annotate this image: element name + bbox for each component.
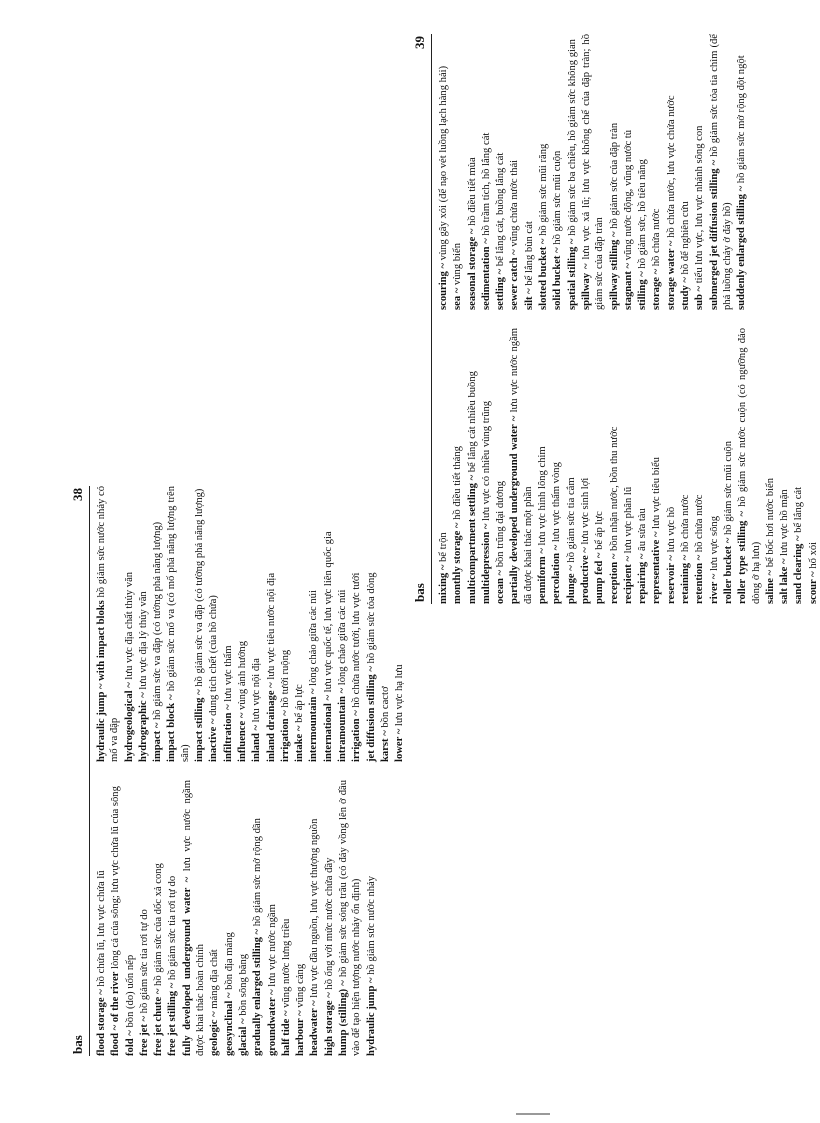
entry-definition: bể áp lực bbox=[594, 511, 606, 550]
entry-term: stilling ~ bbox=[637, 271, 649, 310]
entry-term: slotted bucket ~ bbox=[538, 238, 550, 310]
entry-term: penniform ~ bbox=[537, 548, 549, 604]
dictionary-entry bbox=[137, 486, 150, 762]
entry-term: flood storage ~ bbox=[96, 989, 107, 1056]
dictionary-entry bbox=[579, 328, 592, 604]
entry-definition: hồ chứa nước bbox=[680, 494, 692, 553]
dictionary-entry bbox=[536, 328, 549, 604]
entry-term: intramountain ~ bbox=[337, 687, 349, 762]
entry-term: mixing ~ bbox=[438, 564, 449, 604]
dictionary-entry bbox=[466, 34, 479, 310]
dictionary-entry bbox=[523, 34, 536, 310]
entry-term: harbour ~ bbox=[295, 1010, 307, 1056]
entry-term: spatial stilling ~ bbox=[566, 238, 578, 310]
entry-term: sedimentation ~ bbox=[480, 238, 492, 310]
dictionary-entry bbox=[279, 486, 292, 762]
entry-definition: bồn sông băng bbox=[237, 953, 249, 1016]
dictionary-entry bbox=[207, 486, 220, 762]
dictionary-entry bbox=[322, 486, 335, 762]
dictionary-entry bbox=[480, 34, 493, 310]
entry-term: representative ~ bbox=[651, 531, 663, 604]
entry-definition: vũng chứa nước thải bbox=[509, 159, 521, 247]
entry-definition: bể bốc hơi nước biển bbox=[764, 477, 776, 568]
entry-definition: hồ chứa nước tưới, lưu vực tưới bbox=[351, 572, 363, 708]
entry-term: study ~ bbox=[680, 277, 692, 310]
entry-definition: hồ giảm sức, hồ tiêu năng bbox=[637, 159, 649, 269]
entry-term: groundwater ~ bbox=[266, 989, 278, 1056]
dictionary-entry bbox=[466, 328, 479, 604]
entry-definition: hồ tưới ruộng bbox=[279, 649, 291, 708]
entry-definition: lưu vực có nhiều vùng trũng bbox=[480, 400, 492, 521]
entry-definition: lưu vực xả lũ; lưu vực không chế của đập tràn; hồ giảm sức của đập tràn bbox=[580, 34, 606, 310]
entry-definition: hồ điều tiết tháng bbox=[452, 446, 464, 520]
entry-term: reception ~ bbox=[608, 553, 620, 604]
entry-term: gradually enlarged stilling ~ bbox=[252, 928, 264, 1056]
scan-mark bbox=[516, 1113, 550, 1115]
entry-term: storage water ~ bbox=[665, 240, 677, 310]
entry-term: productive ~ bbox=[579, 547, 591, 604]
entry-term: sea ~ bbox=[452, 287, 464, 310]
dictionary-entry bbox=[508, 328, 535, 604]
entry-definition: hồ giảm sức mũi cuộn bbox=[552, 150, 564, 245]
dictionary-entry bbox=[138, 780, 151, 1056]
dictionary-entry bbox=[124, 780, 137, 1056]
dictionary-entry bbox=[565, 328, 578, 604]
dictionary-entry bbox=[293, 486, 306, 762]
entry-term: spillway stilling ~ bbox=[608, 231, 620, 310]
entry-term: inland ~ bbox=[251, 724, 263, 762]
entry-definition: hồ điều tiết mùa bbox=[466, 157, 478, 226]
entry-definition: hồ chứa nước bbox=[694, 494, 706, 553]
entry-term: partially developed underground water ~ bbox=[509, 415, 521, 604]
entry-definition: hồ giảm sức mũi cuộn bbox=[722, 441, 734, 536]
entry-term: lower ~ bbox=[394, 728, 406, 762]
dictionary-entry bbox=[379, 486, 392, 762]
dictionary-entry bbox=[636, 328, 649, 604]
dictionary-entry bbox=[764, 328, 777, 604]
dictionary-entry bbox=[480, 328, 493, 604]
entry-term: storage ~ bbox=[651, 268, 663, 310]
dictionary-entry bbox=[365, 486, 378, 762]
entry-term: river ~ bbox=[708, 573, 720, 604]
running-header bbox=[63, 486, 90, 1056]
dictionary-entry bbox=[152, 780, 165, 1056]
dictionary-entry bbox=[208, 780, 221, 1056]
header-word: bas bbox=[70, 1035, 85, 1054]
entry-term: solid bucket ~ bbox=[552, 247, 564, 310]
entry-definition: âu sửa tàu bbox=[637, 508, 649, 551]
column-left bbox=[95, 780, 403, 1056]
dictionary-entry bbox=[792, 328, 805, 604]
dictionary-entry bbox=[323, 780, 336, 1056]
entry-term: hydrographic ~ bbox=[137, 692, 149, 762]
dictionary-entry bbox=[537, 34, 550, 310]
entry-definition: máng địa chất bbox=[209, 949, 221, 1009]
entry-definition: lưu vực địa lý thủy văn bbox=[137, 591, 149, 690]
dictionary-entry bbox=[250, 486, 263, 762]
entry-definition: lưu vực nước ngầm đã được khai thác một phần bbox=[509, 327, 534, 604]
entry-definition: lưu vực sinh lợi bbox=[579, 477, 591, 545]
entry-definition: lưu vực phân lũ bbox=[622, 486, 634, 554]
entry-definition: hồ giảm sức mũi răng bbox=[538, 143, 550, 236]
entry-term: high storage ~ bbox=[323, 992, 335, 1056]
entry-definition: bể lắng cát, buồng lắng cát bbox=[495, 152, 507, 267]
entry-definition: lưu vực nội địa bbox=[251, 658, 263, 723]
entry-definition: vũng nước động, vũng nước tù bbox=[622, 129, 634, 261]
entry-term: headwater ~ bbox=[309, 1000, 321, 1056]
dictionary-entry bbox=[622, 34, 635, 310]
entry-term: sub ~ bbox=[694, 285, 706, 310]
entry-definition: lòng chảo giữa các núi bbox=[337, 589, 349, 686]
entry-definition: vùng gây xói (để nạo vét luồng lạch hàng hải) bbox=[438, 65, 449, 261]
entry-term: recipient ~ bbox=[622, 556, 634, 604]
dictionary-entry bbox=[551, 34, 564, 310]
dictionary-entry bbox=[95, 486, 122, 762]
dictionary-entry bbox=[266, 780, 279, 1056]
dictionary-entry bbox=[708, 328, 721, 604]
entry-term: half tide ~ bbox=[280, 1010, 292, 1056]
entry-term: irrigation ~ bbox=[351, 710, 363, 762]
dictionary-entry bbox=[109, 780, 122, 1056]
entry-term: saline ~ bbox=[764, 569, 776, 604]
entry-definition: lưu vực thấm vòng bbox=[551, 462, 563, 543]
entry-term: silt ~ bbox=[523, 288, 535, 310]
entry-definition: hồ để nghiên cứu bbox=[680, 201, 692, 275]
entry-term: plunge ~ bbox=[565, 565, 577, 604]
dictionary-entry bbox=[265, 486, 278, 762]
dictionary-entry bbox=[193, 486, 206, 762]
entry-term: impact stilling ~ bbox=[194, 689, 206, 762]
entry-term: scouring ~ bbox=[438, 262, 449, 310]
entry-term: geologic ~ bbox=[209, 1011, 221, 1056]
dictionary-entry bbox=[165, 486, 192, 762]
entry-definition: vùng ảnh hưởng bbox=[236, 640, 248, 710]
dictionary-entry bbox=[608, 34, 621, 310]
entry-definition: hồ giảm sức của dốc xả cong bbox=[153, 863, 165, 986]
dictionary-entry bbox=[494, 34, 507, 310]
page-38 bbox=[63, 486, 406, 1056]
dictionary-entry bbox=[350, 486, 363, 762]
running-header bbox=[405, 34, 432, 604]
entry-definition: hồ trầm tích, hồ lắng cát bbox=[480, 132, 492, 236]
entry-definition: vũng cảng bbox=[295, 963, 307, 1008]
entry-definition: hồ giảm sức tia rơi tự do bbox=[167, 875, 179, 981]
entry-definition: lưu vực đầu nguồn, lưu vực thượng nguồn bbox=[309, 818, 321, 998]
dictionary-entry bbox=[307, 486, 320, 762]
entry-term: glacial ~ bbox=[237, 1018, 249, 1056]
page-39 bbox=[405, 34, 819, 604]
dictionary-entry bbox=[665, 328, 678, 604]
dictionary-entry bbox=[693, 34, 706, 310]
entry-definition: lưu vực sông bbox=[708, 515, 720, 572]
dictionary-entry bbox=[580, 34, 607, 310]
dictionary-entry bbox=[294, 780, 307, 1056]
entry-term: multicompartment settling ~ bbox=[466, 474, 478, 604]
entry-term: retention ~ bbox=[694, 554, 706, 604]
entry-definition: hồ giảm sức tia cắm bbox=[565, 477, 577, 563]
dictionary-entry bbox=[593, 328, 606, 604]
entry-term: flood ~ of the river bbox=[110, 971, 122, 1056]
entry-term: inland drainage ~ bbox=[265, 682, 277, 762]
entry-definition: lưu vực hạ lưu bbox=[394, 664, 406, 727]
entry-term: karst ~ bbox=[379, 730, 391, 762]
entry-definition: lưu vực nước ngầm được khai thác hoàn chỉnh bbox=[181, 779, 207, 1056]
entry-term: international ~ bbox=[322, 694, 334, 762]
entry-definition: lưu vực hồ mặn bbox=[779, 489, 791, 556]
entry-term: inactive ~ bbox=[208, 718, 220, 762]
entry-definition: hồ giảm sức ba chiều, hồ giảm sức không gian bbox=[566, 39, 578, 236]
entry-term: salt lake ~ bbox=[779, 558, 791, 604]
dictionary-entry bbox=[365, 780, 378, 1056]
dictionary-entry bbox=[722, 328, 735, 604]
dictionary-entry bbox=[437, 328, 450, 604]
entry-definition: hồ giảm sức tỏa tia chìm (để phá luồng chảy ở đáy hồ) bbox=[708, 34, 733, 310]
entry-term: hydraulic jump ~ bbox=[365, 977, 377, 1056]
dictionary-entry bbox=[735, 34, 748, 310]
entry-definition: bồn (do) uốn nếp bbox=[124, 954, 136, 1028]
entry-term: roller bucket ~ bbox=[722, 537, 734, 604]
entry-term: fully developed underground water ~ bbox=[181, 876, 193, 1056]
dictionary-entry bbox=[280, 780, 293, 1056]
entry-term: spillway ~ bbox=[580, 263, 592, 310]
entry-term: submerged jet diffusion stilling ~ bbox=[708, 159, 720, 310]
entry-definition: lưu vực nước ngầm bbox=[266, 904, 278, 987]
dictionary-entry bbox=[566, 34, 579, 310]
entry-definition: hồ giảm sức tia rơi tự do bbox=[138, 909, 150, 1014]
dictionary-entry bbox=[308, 780, 321, 1056]
entry-definition: bồn nhận nước, bồn thu nước bbox=[608, 426, 620, 552]
entry-term: hydrogeological ~ bbox=[123, 682, 135, 762]
entry-definition: lưu vực thấm bbox=[222, 645, 234, 702]
entry-term: sand clearing ~ bbox=[793, 535, 805, 604]
entry-term: pump fed ~ bbox=[594, 552, 606, 604]
dictionary-entry bbox=[679, 34, 692, 310]
dictionary-entry bbox=[336, 486, 349, 762]
entry-term: percolation ~ bbox=[551, 544, 563, 604]
entry-term: influence ~ bbox=[236, 712, 248, 762]
dictionary-entry bbox=[650, 34, 663, 310]
entry-term: ocean ~ bbox=[495, 569, 507, 604]
dictionary-entry bbox=[166, 780, 179, 1056]
entry-definition: hồ giảm sức nước cuộn (có ngưỡng đảo dòng ở hạ lưu) bbox=[737, 328, 762, 604]
entry-definition: bồn địa máng bbox=[223, 932, 235, 990]
entry-definition: lưu vực tiêu nước nội địa bbox=[265, 572, 277, 680]
entry-definition: bồn cactơ bbox=[379, 686, 391, 728]
entry-definition: hồ giảm sức của đập tràn bbox=[608, 122, 620, 229]
dictionary-entry bbox=[123, 486, 136, 762]
entry-term: multidepression ~ bbox=[480, 523, 492, 604]
entry-term: impact block ~ bbox=[166, 694, 178, 762]
entry-term: stagnant ~ bbox=[622, 262, 634, 310]
dictionary-entry bbox=[222, 486, 235, 762]
entry-term: infiltration ~ bbox=[222, 704, 234, 762]
entry-term: impact ~ bbox=[152, 722, 164, 762]
entry-definition: hồ giảm sức mở rộng dần bbox=[252, 818, 264, 927]
entry-definition: lưu vực địa chất thủy văn bbox=[123, 571, 135, 680]
dictionary-entry bbox=[237, 780, 250, 1056]
entry-term: fold ~ bbox=[124, 1030, 136, 1056]
dictionary-entry bbox=[95, 780, 108, 1056]
entry-term: sewer catch ~ bbox=[509, 249, 521, 310]
dictionary-entry bbox=[807, 328, 820, 604]
entry-term: intermountain ~ bbox=[308, 688, 320, 762]
entry-definition: lưu vực hồ bbox=[665, 506, 677, 553]
entry-term: scour ~ bbox=[807, 571, 819, 604]
entry-definition: dung tích chết (của hồ chứa) bbox=[208, 595, 220, 716]
entry-definition: hồ giảm sức mở rộng đột ngột bbox=[736, 55, 748, 184]
entry-term: free jet stilling ~ bbox=[167, 982, 179, 1056]
entry-term: reservoir ~ bbox=[665, 555, 677, 604]
entry-term: jet diffusion stilling ~ bbox=[365, 666, 377, 762]
dictionary-entry bbox=[494, 328, 507, 604]
dictionary-entry bbox=[708, 34, 735, 310]
entry-definition: bể lắng cát bbox=[793, 486, 805, 533]
entry-term: seasonal storage ~ bbox=[466, 228, 478, 310]
entry-definition: hồ chứa nước, lưu vực chứa nước bbox=[665, 95, 677, 238]
dictionary-entry bbox=[693, 328, 706, 604]
header-word: bas bbox=[412, 583, 427, 602]
entry-definition: lưu vực tiêu biểu bbox=[651, 457, 663, 529]
entry-definition: hồ giảm sức va đập (có tường phá năng lượng) bbox=[152, 521, 164, 720]
entry-term: monthly storage ~ bbox=[452, 522, 464, 604]
entry-term: free jet ~ bbox=[138, 1015, 150, 1056]
entry-term: geosynclinal ~ bbox=[223, 992, 235, 1056]
dictionary-entry bbox=[665, 34, 678, 310]
entry-definition: vùng biển bbox=[452, 242, 464, 286]
dictionary-entry bbox=[223, 780, 236, 1056]
dictionary-entry bbox=[236, 486, 249, 762]
entry-definition: hồ giảm sức va đập (có tường phá năng lượng) bbox=[194, 488, 206, 687]
entry-definition: hồ giảm sức sóng trâu (có đáy vồng lên ở đầu vào để tạo hiện tượng nước nhảy ổn định) bbox=[338, 780, 363, 1056]
entry-definition: hồ giảm sức tỏa dòng bbox=[365, 572, 377, 664]
entry-term: intake ~ bbox=[294, 725, 306, 762]
entry-definition: vũng nước lưng triều bbox=[280, 918, 292, 1008]
dictionary-entry bbox=[550, 328, 563, 604]
entry-definition: hồ chứa lũ, lưu vực chứa lũ bbox=[96, 870, 107, 987]
entry-term: roller type stilling ~ bbox=[737, 511, 749, 604]
entry-term: suddenly enlarged stilling ~ bbox=[736, 185, 748, 310]
entry-definition: bồn trũng đại dương bbox=[495, 480, 507, 568]
column-right bbox=[95, 486, 406, 762]
entry-term: repairing ~ bbox=[637, 553, 649, 604]
entry-term: settling ~ bbox=[495, 268, 507, 310]
dictionary-entry bbox=[151, 486, 164, 762]
entry-definition: bể lắng cát nhiều buồng bbox=[466, 371, 478, 473]
entry-definition: hồ ống với mức nước chứa đầy bbox=[323, 857, 335, 990]
dictionary-entry bbox=[451, 328, 464, 604]
column-left bbox=[437, 327, 819, 604]
entry-term: hump (stilling) ~ bbox=[338, 980, 350, 1056]
dictionary-entry bbox=[508, 34, 521, 310]
entry-definition: lòng cả của sông; lưu vực chứa lũ của sông bbox=[110, 786, 122, 969]
dictionary-entry bbox=[608, 328, 621, 604]
dictionary-entry bbox=[636, 34, 649, 310]
dictionary-entry bbox=[778, 328, 791, 604]
dictionary-entry bbox=[181, 780, 208, 1056]
dictionary-entry bbox=[736, 328, 763, 604]
entry-term: free jet chute ~ bbox=[153, 988, 165, 1056]
dictionary-entry bbox=[451, 34, 464, 310]
dictionary-entry bbox=[679, 328, 692, 604]
page-number: 38 bbox=[70, 488, 85, 501]
column-right bbox=[437, 34, 748, 310]
dictionary-entry bbox=[251, 780, 264, 1056]
entry-definition: bể trộn bbox=[438, 532, 449, 562]
entry-definition: tiểu lưu vực, lưu vực nhánh sông con bbox=[694, 125, 706, 284]
entry-definition: hồ chứa nước bbox=[651, 208, 663, 267]
entry-definition: bể lắng bùn cát bbox=[523, 221, 535, 286]
page-number: 39 bbox=[412, 36, 427, 49]
entry-definition: lòng chảo giữa các núi bbox=[308, 590, 320, 686]
entry-definition: hồ giảm sức nước nhảy có mố va đập bbox=[96, 486, 121, 762]
entry-definition: lưu vực hình lông chim bbox=[537, 446, 549, 546]
entry-term: retaining ~ bbox=[680, 554, 692, 604]
entry-term: hydraulic jump ~ with impact bloks bbox=[96, 600, 107, 762]
dictionary-entry bbox=[437, 34, 450, 310]
dictionary-entry bbox=[337, 780, 364, 1056]
entry-term: irrigation ~ bbox=[279, 710, 291, 762]
entry-definition: hồ giảm sức mố va (có mố phá năng lượng trên sân) bbox=[166, 486, 191, 762]
entry-definition: hố xói bbox=[807, 541, 819, 569]
dictionary-entry bbox=[650, 328, 663, 604]
dictionary-entry bbox=[622, 328, 635, 604]
entry-definition: hồ giảm sức nước nhảy bbox=[365, 875, 377, 975]
entry-definition: bể áp lực bbox=[294, 684, 306, 723]
entry-definition: lưu vực quốc tế, lưu vực liên quốc gia bbox=[322, 531, 334, 693]
